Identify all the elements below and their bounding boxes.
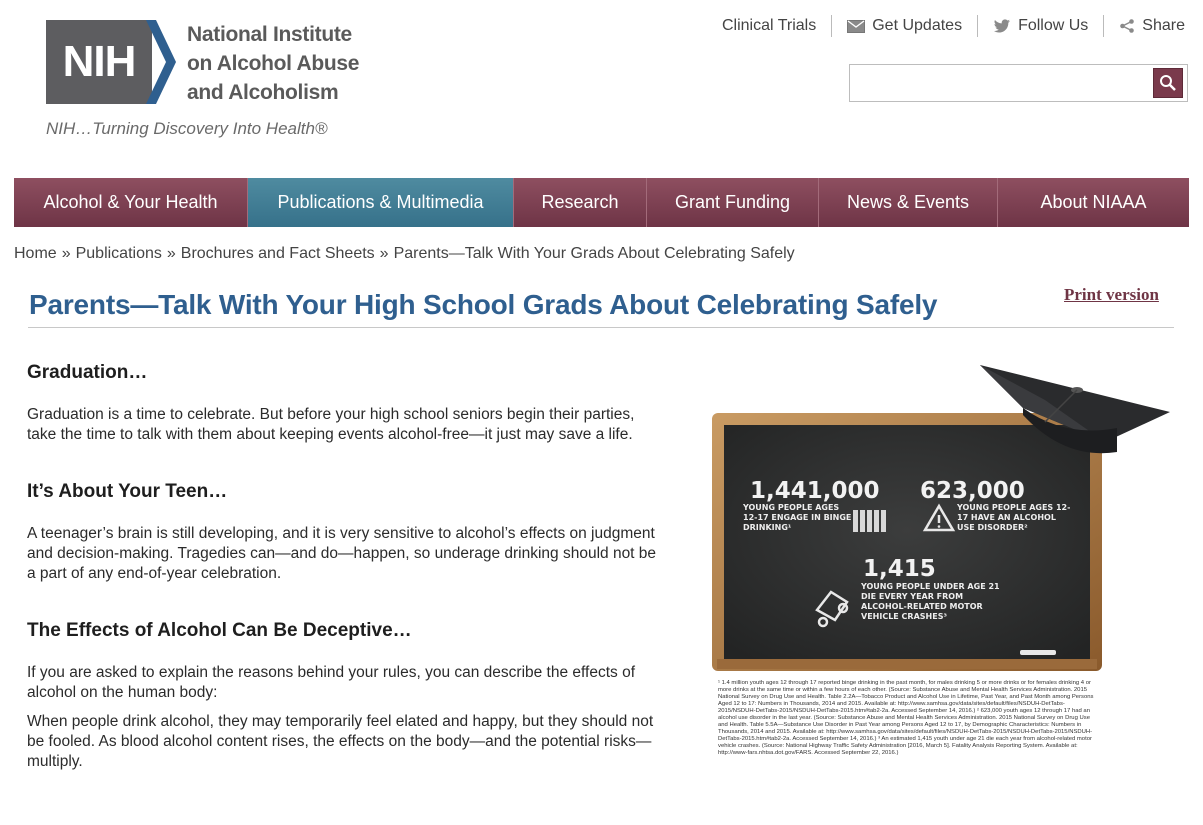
logo-chevron-icon xyxy=(146,20,178,104)
stat1-text: YOUNG PEOPLE AGES 12-17 ENGAGE IN BINGE DRINKING¹ xyxy=(743,503,852,532)
breadcrumb-separator: » xyxy=(61,245,71,262)
share-link[interactable] xyxy=(1103,15,1185,37)
bottles-icon xyxy=(853,510,886,532)
utility-nav xyxy=(707,15,1185,37)
search-icon xyxy=(1159,74,1177,92)
page-title: Parents—Talk With Your High School Grads About Celebrating Safely xyxy=(29,289,938,320)
clinical-trials-label: Clinical Trials xyxy=(721,17,817,34)
search-input[interactable] xyxy=(852,67,1148,99)
breadcrumb-separator: » xyxy=(166,245,176,262)
breadcrumb-brochures[interactable]: Brochures and Fact Sheets xyxy=(180,245,375,262)
section-paragraph: Graduation is a time to celebrate. But before your high school seniors begin their parties, take the time to talk with them about keeping events alcohol-free—it just may save a life. xyxy=(27,406,635,443)
section-your-teen xyxy=(27,481,667,584)
stat3-value: 1,415 xyxy=(863,556,936,582)
stat1-value: 1,441,000 xyxy=(750,478,880,504)
search-button[interactable] xyxy=(1153,68,1183,98)
section-effects xyxy=(27,620,667,772)
section-graduation xyxy=(27,362,667,445)
breadcrumb-separator: » xyxy=(379,245,389,262)
title-divider xyxy=(28,327,1174,328)
main-nav xyxy=(14,178,1189,227)
section-paragraph: If you are asked to explain the reasons behind your rules, you can describe the effects of alcohol on the human body: xyxy=(27,664,636,701)
nih-logo[interactable] xyxy=(46,20,178,104)
get-updates-label: Get Updates xyxy=(872,17,963,34)
nav-grant-funding[interactable]: Grant Funding xyxy=(647,178,819,227)
twitter-icon xyxy=(993,19,1011,34)
breadcrumb-current: Parents—Talk With Your Grads About Celebrating Safely xyxy=(393,245,795,262)
nav-alcohol-your-health[interactable]: Alcohol & Your Health xyxy=(14,178,248,227)
breadcrumb-home[interactable]: Home xyxy=(14,245,57,262)
logo-abbr: NIH xyxy=(46,20,152,104)
breadcrumb-publications[interactable]: Publications xyxy=(75,245,162,262)
section-heading: It’s About Your Teen… xyxy=(27,481,228,502)
org-name: National Institute on Alcohol Abuse and Alcoholism xyxy=(187,23,360,104)
stat2-value: 623,000 xyxy=(920,478,1025,504)
article-body xyxy=(27,362,667,808)
envelope-icon xyxy=(847,20,865,33)
infographic-footnotes: ¹ 1.4 million youth ages 12 through 17 reported binge drinking in the past month, for males drinking 5 or more drinks or for females drinking 4 or more drinks at the same time or within a few hours of each other. (Source: Substance Abuse and Mental Health Services Administration. 2015 National Survey on Drug Use and Health. Table 2.2A—Tobacco Product and Alcohol Use in Lifetime, Past Year, and Past Month among Persons Aged 12 to 17: Numbers in Thousands, 2014 and 2015. Available at: http://www.samhsa.gov/data/sites/default/files/NSDUH-DetTabs-2015/NSDUH-DetTabs-2015/NSDUH-DetTabs-2015.htm#tab2-2a. Accessed September 14, 2016.) ² 623,000 youth ages 12 through 17 had an alcohol use disorder in the last year. (Source: Substance Abuse and Mental Health Services Administration. 2015 National Survey on Drug Use and Health. Table 5.5A—Substance Use Disorder in Past Year among Persons Aged 12 to 17, by Demographic Characteristics: Numbers in Thousands, 2014 and 2015. Available at: http://www.samhsa.gov/data/sites/default/files/NSDUH-DetTabs-2015/NSDUH-DetTabs-2015/NSDUH-DetTabs-2015.htm#tab2-2a. Accessed September 14, 2016.) ³ An estimated 1,415 youth under age 21 die each year from alcohol-related motor vehicle crashes. (Source: National Highway Traffic Safety Administration [2016, March 5]. Fatality Analysis Reporting System. Available at: http://www-fars.nhtsa.dot.gov/FARS. Accessed September 22, 2016.) xyxy=(718,680,1094,756)
nav-publications-multimedia[interactable]: Publications & Multimedia xyxy=(248,178,514,227)
print-version-link[interactable]: Print version xyxy=(1064,285,1159,304)
share-icon xyxy=(1119,18,1135,34)
nav-news-events[interactable]: News & Events xyxy=(819,178,998,227)
tagline: NIH…Turning Discovery Into Health® xyxy=(46,119,328,138)
clinical-trials-link[interactable] xyxy=(707,15,831,37)
chalk-piece xyxy=(1020,650,1056,655)
stat2-text: YOUNG PEOPLE AGES 12-17 HAVE AN ALCOHOL USE DISORDER² xyxy=(957,503,1071,532)
follow-us-link[interactable] xyxy=(977,15,1103,37)
nav-research[interactable]: Research xyxy=(514,178,647,227)
nav-about-niaaa[interactable]: About NIAAA xyxy=(1040,192,1147,212)
share-label: Share xyxy=(1142,17,1185,34)
section-paragraph: A teenager’s brain is still developing, and it is very sensitive to alcohol’s effects on judgment and decision-making. Tragedies can—and do—happen, so underage drinking should not be a part of any end-of-year celebration. xyxy=(27,525,657,582)
chalk-tray xyxy=(717,659,1097,669)
section-heading: The Effects of Alcohol Can Be Deceptive… xyxy=(27,620,412,641)
section-paragraph: When people drink alcohol, they may temporarily feel elated and happy, but they should not be fooled. As blood alcohol content rises, the effects on the body—and the potential risks—multiply. xyxy=(27,713,654,770)
follow-us-label: Follow Us xyxy=(1018,17,1089,34)
get-updates-link[interactable] xyxy=(831,15,977,37)
breadcrumb xyxy=(14,245,795,263)
search-box xyxy=(849,64,1188,102)
stat3-text: YOUNG PEOPLE UNDER AGE 21 DIE EVERY YEAR FROM ALCOHOL-RELATED MOTOR VEHICLE CRASHES³ xyxy=(861,582,1000,621)
section-heading: Graduation… xyxy=(27,362,148,383)
